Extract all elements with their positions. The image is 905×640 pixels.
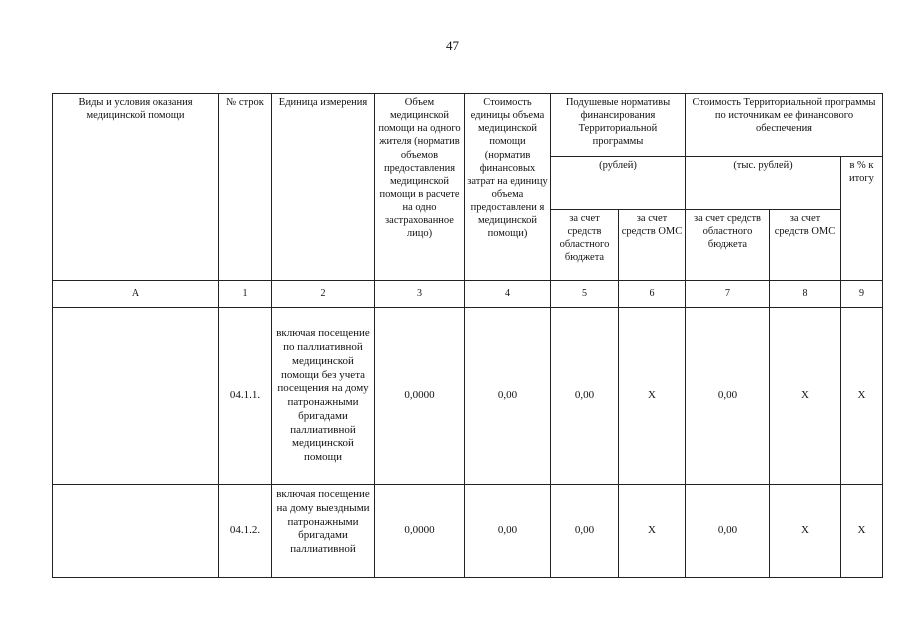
row-line-number: 04.1.1. bbox=[219, 308, 272, 485]
column-number: 6 bbox=[619, 281, 686, 308]
column-number: А bbox=[53, 281, 219, 308]
row-volume: 0,0000 bbox=[375, 308, 465, 485]
row-unit-cost: 0,00 bbox=[465, 308, 551, 485]
header-unit-cost: Стоимость единицы объема медицинской помощи (норматив финансовых затрат на единицу объема предоставлени я медицинской помощи) bbox=[465, 94, 551, 281]
header-row-1 bbox=[53, 94, 883, 157]
header-volume: Объем медицинской помощи на одного жителя (норматив объемов предоставления медицинской помощи в расчете на одно застрахованное лицо) bbox=[375, 94, 465, 281]
column-number: 2 bbox=[272, 281, 375, 308]
row-total-oms: X bbox=[770, 308, 841, 485]
header-types: Виды и условия оказания медицинской помощи bbox=[53, 94, 219, 281]
row-per-capita-regional: 0,00 bbox=[551, 485, 619, 578]
row-line-number: 04.1.2. bbox=[219, 485, 272, 578]
column-number: 7 bbox=[686, 281, 770, 308]
column-number-row bbox=[53, 281, 883, 308]
row-total-oms: X bbox=[770, 485, 841, 578]
header-line-number: № строк bbox=[219, 94, 272, 281]
row-unit: включая посещение по паллиативной медицинской помощи без учета посещения на дому патронажными бригадами паллиативной медицинской помощи bbox=[272, 308, 375, 485]
column-number: 8 bbox=[770, 281, 841, 308]
header-per-capita-oms: за счет средств ОМС bbox=[619, 210, 686, 281]
table-row bbox=[53, 485, 883, 578]
header-per-capita-regional: за счет средств областного бюджета bbox=[551, 210, 619, 281]
row-unit: включая посещение на дому выездными патронажными бригадами паллиативной bbox=[272, 485, 375, 578]
column-number: 3 bbox=[375, 281, 465, 308]
row-percent: X bbox=[841, 485, 883, 578]
row-unit-cost: 0,00 bbox=[465, 485, 551, 578]
header-thousand-rubles: (тыс. рублей) bbox=[686, 157, 841, 210]
row-total-regional: 0,00 bbox=[686, 308, 770, 485]
column-number: 4 bbox=[465, 281, 551, 308]
page-number: 47 bbox=[446, 38, 459, 53]
header-total-oms: за счет средств ОМС bbox=[770, 210, 841, 281]
row-per-capita-regional: 0,00 bbox=[551, 308, 619, 485]
row-volume: 0,0000 bbox=[375, 485, 465, 578]
header-unit: Единица измерения bbox=[272, 94, 375, 281]
column-number: 9 bbox=[841, 281, 883, 308]
row-name-cell bbox=[53, 308, 219, 485]
financing-table bbox=[52, 93, 883, 578]
row-total-regional: 0,00 bbox=[686, 485, 770, 578]
row-per-capita-oms: X bbox=[619, 308, 686, 485]
row-per-capita-oms: X bbox=[619, 485, 686, 578]
header-per-capita-group: Подушевые нормативы финансирования Территориальной программы bbox=[551, 94, 686, 157]
header-rubles: (рублей) bbox=[551, 157, 686, 210]
table-row bbox=[53, 308, 883, 485]
header-program-cost-group: Стоимость Территориальной программы по источникам ее финансового обеспечения bbox=[686, 94, 883, 157]
row-name-cell bbox=[53, 485, 219, 578]
column-number: 5 bbox=[551, 281, 619, 308]
header-percent: в % к итогу bbox=[841, 157, 883, 281]
column-number: 1 bbox=[219, 281, 272, 308]
header-total-regional: за счет средств областного бюджета bbox=[686, 210, 770, 281]
row-percent: X bbox=[841, 308, 883, 485]
